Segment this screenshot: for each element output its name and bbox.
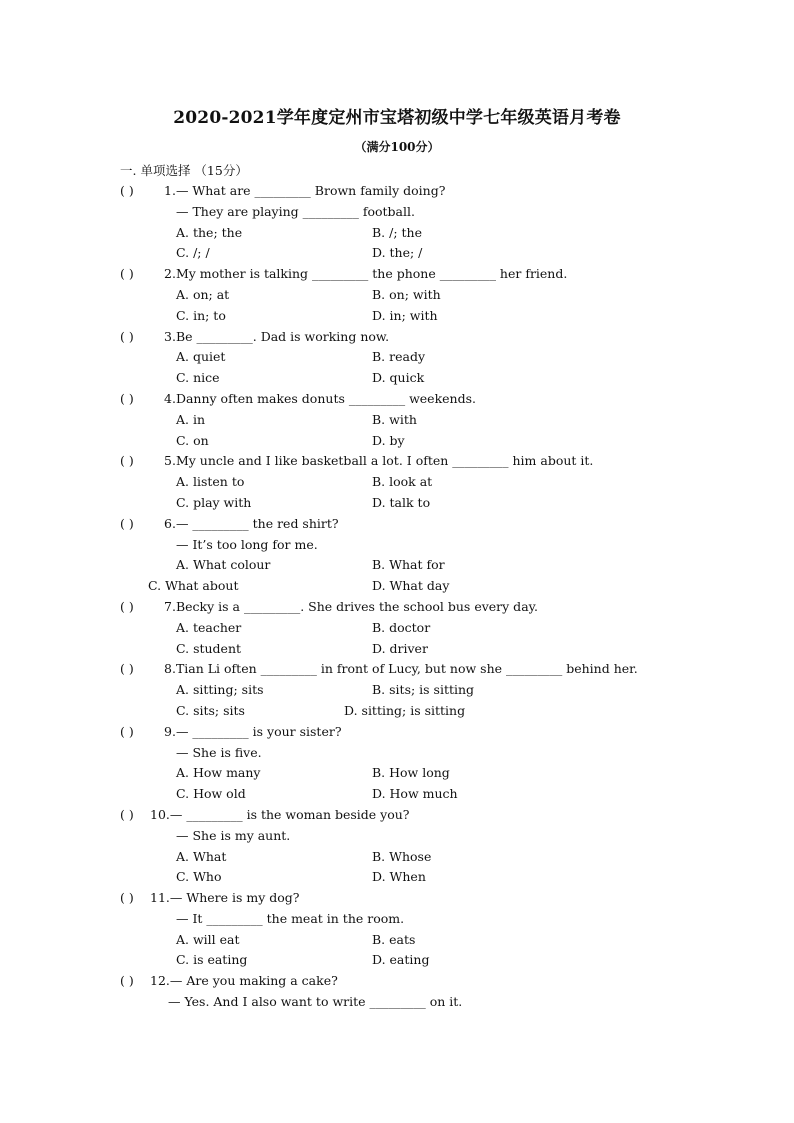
option-d: D. How much	[372, 786, 458, 802]
question-6	[120, 514, 674, 597]
option-a: A. sitting; sits	[176, 682, 264, 698]
answer-blank[interactable]: ( )	[120, 598, 134, 614]
question-number: 12.	[150, 973, 170, 989]
option-d: D. When	[372, 869, 426, 885]
option-a: A. How many	[176, 765, 261, 781]
question-stem: My mother is talking _________ the phone _________ her friend.	[175, 266, 568, 282]
option-d: D. What day	[372, 578, 450, 594]
question-number: 7.	[164, 598, 176, 614]
option-d: D. eating	[372, 952, 430, 968]
question-stem: — _________ is the woman beside you?	[169, 806, 410, 822]
option-d: D. talk to	[372, 494, 431, 510]
option-c: C. in; to	[176, 307, 226, 323]
option-b: B. What for	[372, 557, 445, 573]
answer-blank[interactable]: ( )	[120, 266, 134, 282]
option-b: B. /; the	[372, 224, 422, 240]
option-a: A. quiet	[176, 349, 226, 365]
option-d: D. driver	[372, 640, 428, 656]
option-b: B. with	[372, 411, 417, 427]
question-number: 6.	[164, 515, 176, 531]
question-stem: — Where is my dog?	[169, 890, 300, 906]
option-b: B. ready	[372, 349, 426, 365]
question-number: 9.	[164, 723, 176, 739]
question-stem: — _________ the red shirt?	[175, 515, 339, 531]
page-subtitle: （满分100分）	[354, 140, 440, 154]
answer-blank[interactable]: ( )	[120, 328, 134, 344]
answer-blank[interactable]: ( )	[120, 183, 134, 198]
question-stem: — _________ is your sister?	[175, 723, 342, 739]
option-d: D. in; with	[372, 307, 438, 323]
question-8	[120, 659, 674, 721]
page-title: 2020-2021学年度定州市宝塔初级中学七年级英语月考卷	[173, 108, 621, 128]
option-d: D. quick	[372, 370, 425, 386]
question-number: 1.	[164, 183, 176, 198]
option-d: D. the; /	[372, 245, 423, 261]
answer-blank[interactable]: ( )	[120, 806, 134, 822]
option-c: C. /; /	[176, 245, 210, 261]
section-heading: 一. 单项选择 （15分）	[120, 163, 248, 178]
question-number: 5.	[164, 453, 176, 469]
option-a: A. listen to	[176, 474, 245, 490]
question-4	[120, 389, 674, 451]
option-c: C. is eating	[176, 952, 248, 968]
question-2	[120, 264, 674, 326]
option-a: A. teacher	[176, 619, 242, 635]
option-c: C. How old	[176, 786, 246, 802]
option-a: A. What colour	[176, 557, 271, 573]
answer-blank[interactable]: ( )	[120, 661, 134, 677]
question-number: 3.	[164, 328, 176, 344]
option-a: A. in	[176, 411, 206, 427]
option-b: B. doctor	[372, 619, 431, 635]
question-number: 4.	[164, 390, 176, 406]
option-c: C. nice	[176, 370, 220, 386]
option-b: B. eats	[372, 931, 416, 947]
question-stem: Tian Li often _________ in front of Lucy, but now she _________ behind her.	[175, 661, 638, 677]
option-b: B. on; with	[372, 286, 441, 302]
question-number: 8.	[164, 661, 176, 677]
question-number: 11.	[150, 890, 170, 906]
question-7	[120, 597, 674, 659]
answer-blank[interactable]: ( )	[120, 453, 134, 469]
option-b: B. look at	[372, 474, 433, 490]
question-stem: Becky is a _________. She drives the school bus every day.	[175, 598, 539, 614]
question-stem: Be _________. Dad is working now.	[175, 328, 390, 344]
question-3	[120, 327, 674, 389]
question-11	[120, 888, 674, 971]
option-c: C. student	[176, 640, 242, 656]
option-b: B. Whose	[372, 848, 432, 864]
option-b: B. How long	[372, 765, 450, 781]
question-line2: — She is my aunt.	[176, 827, 291, 843]
answer-blank[interactable]: ( )	[120, 723, 134, 739]
option-a: A. on; at	[176, 286, 230, 302]
question-line2: — It _________ the meat in the room.	[176, 910, 405, 926]
option-d: D. sitting; is sitting	[344, 702, 466, 718]
option-a: A. will eat	[176, 931, 240, 947]
question-line2: — They are playing _________ football.	[176, 203, 415, 219]
answer-blank[interactable]: ( )	[120, 390, 134, 406]
question-line2: — Yes. And I also want to write _________ on it.	[168, 994, 463, 1010]
question-line2: — She is five.	[176, 744, 262, 760]
option-b: B. sits; is sitting	[372, 682, 475, 698]
question-10	[120, 805, 674, 888]
answer-blank[interactable]: ( )	[120, 515, 134, 531]
option-a: A. the; the	[176, 224, 243, 240]
question-stem: Danny often makes donuts _________ weekends.	[175, 390, 476, 406]
question-stem: — Are you making a cake?	[169, 973, 338, 989]
option-a: A. What	[176, 848, 227, 864]
question-9	[120, 722, 674, 805]
option-c: C. play with	[176, 494, 252, 510]
option-c: C. on	[176, 432, 209, 448]
answer-blank[interactable]: ( )	[120, 890, 134, 906]
question-5	[120, 451, 674, 513]
option-c: C. What about	[148, 578, 239, 594]
question-line2: — It’s too long for me.	[176, 536, 318, 552]
option-d: D. by	[372, 432, 405, 448]
answer-blank[interactable]: ( )	[120, 973, 134, 989]
question-stem: — What are _________ Brown family doing?	[175, 183, 446, 198]
question-12	[120, 971, 674, 1013]
question-number: 10.	[150, 806, 170, 822]
question-1	[120, 181, 674, 264]
option-c: C. Who	[176, 869, 222, 885]
question-number: 2.	[164, 266, 176, 282]
option-c: C. sits; sits	[176, 702, 245, 718]
question-stem: My uncle and I like basketball a lot. I often _________ him about it.	[175, 453, 594, 469]
